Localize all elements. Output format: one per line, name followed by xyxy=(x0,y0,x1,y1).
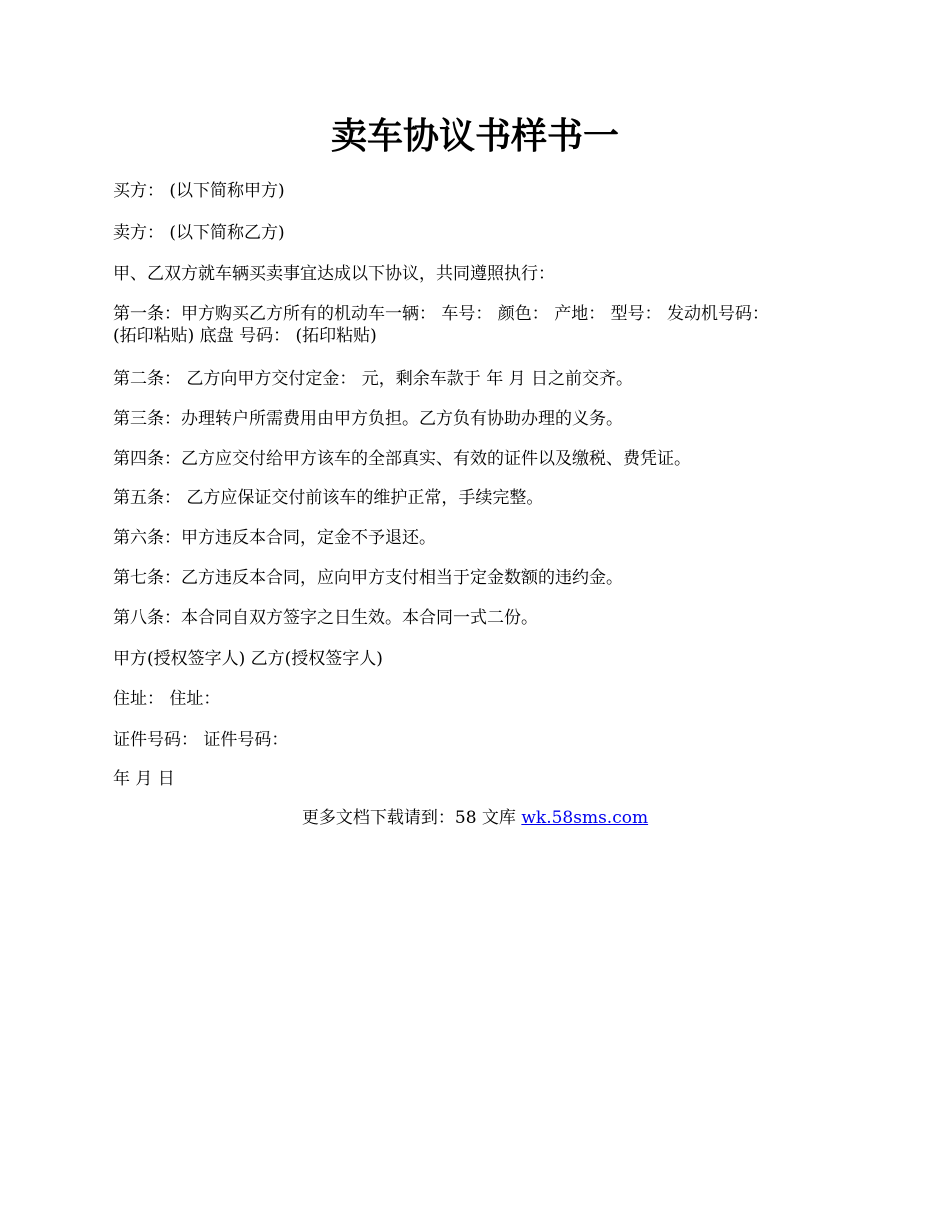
article-5: 第五条： 乙方应保证交付前该车的维护正常，手续完整。 xyxy=(113,488,544,508)
document-title: 卖车协议书样书一 xyxy=(330,115,619,157)
footer-link[interactable]: wk.58sms.com xyxy=(521,808,649,828)
id-number-line: 证件号码： 证件号码： xyxy=(113,730,289,750)
footer-text: 更多文档下载请到：58 文库 xyxy=(301,808,522,828)
article-2: 第二条： 乙方向甲方交付定金： 元，剩余车款于 年 月 日之前交齐。 xyxy=(113,369,634,389)
article-1-line-2: (拓印粘贴) 底盘 号码： (拓印粘贴) xyxy=(113,326,377,346)
address-line: 住址： 住址： xyxy=(113,689,221,709)
article-6: 第六条：甲方违反本合同，定金不予退还。 xyxy=(113,528,436,548)
article-1-line-1: 第一条：甲方购买乙方所有的机动车一辆： 车号： 颜色： 产地： 型号： 发动机号码： xyxy=(113,304,770,324)
article-4: 第四条：乙方应交付给甲方该车的全部真实、有效的证件以及缴税、费凭证。 xyxy=(113,449,691,469)
article-3: 第三条：办理转户所需费用由甲方负担。乙方负有协助办理的义务。 xyxy=(113,409,623,429)
article-7: 第七条：乙方违反本合同，应向甲方支付相当于定金数额的违约金。 xyxy=(113,568,623,588)
article-8: 第八条：本合同自双方签字之日生效。本合同一式二份。 xyxy=(113,608,538,628)
date-line: 年 月 日 xyxy=(113,769,175,789)
footer xyxy=(0,807,950,829)
signatories-line: 甲方(授权签字人) 乙方(授权签字人) xyxy=(113,649,383,669)
seller-line: 卖方： (以下简称乙方) xyxy=(113,223,285,243)
buyer-line: 买方： (以下简称甲方) xyxy=(113,181,285,201)
agreement-intro: 甲、乙双方就车辆买卖事宜达成以下协议，共同遵照执行： xyxy=(113,264,555,284)
